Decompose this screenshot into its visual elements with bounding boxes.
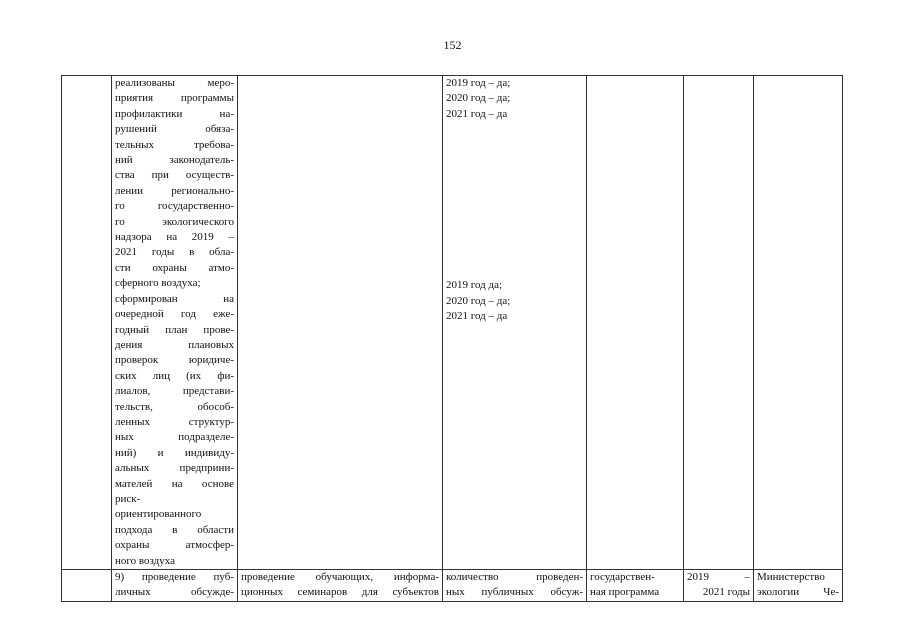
cell-number [62, 570, 112, 602]
text-line: дения плановых [115, 338, 234, 351]
cell-program [587, 76, 684, 570]
text-line: государствен- [590, 571, 655, 583]
text-line: альных предприни- [115, 462, 234, 475]
text-line: лиалов, представи- [115, 385, 234, 398]
text-line: 2021 годы в обла- [115, 246, 234, 259]
indicator-values-1 [446, 76, 583, 122]
indicator-values-2 [446, 278, 583, 324]
text-line: реализованы меро- [115, 77, 234, 89]
cell-measure [112, 570, 238, 602]
text-line: ленных структур- [115, 415, 234, 428]
text-line: проведение обучающих, информа- [241, 571, 439, 583]
text-line: годный план прове- [115, 323, 234, 336]
text-line: 2021 год – да [446, 310, 508, 323]
text-line: ний законодатель- [115, 154, 234, 167]
text-line: 2021 год – да [446, 107, 508, 120]
cell-period [684, 570, 754, 602]
cell-number [62, 76, 112, 570]
text-line: мателей на основе [115, 477, 234, 490]
text-line: сти охраны атмо- [115, 261, 234, 274]
text-line: ских лиц (их фи- [115, 369, 234, 382]
text-line: подхода в области [115, 523, 234, 536]
text-line: 2020 год – да; [446, 92, 511, 105]
cell-indicator [443, 570, 587, 602]
text-line: го экологического [115, 215, 234, 228]
text-line: 2019 год – да; [446, 77, 511, 89]
text-line: сформирован на [115, 292, 234, 305]
document-table [61, 75, 843, 602]
text-line: сферного воздуха; [115, 277, 201, 290]
text-line: охраны атмосфер- [115, 539, 234, 552]
table-row [62, 76, 843, 570]
text-line: количество проведен- [446, 571, 583, 583]
text-line: 2020 год – да; [446, 294, 511, 307]
text-line: ства при осуществ- [115, 169, 234, 182]
text-line: рушений обяза- [115, 123, 234, 136]
text-line: го государственно- [115, 200, 234, 213]
cell-indicator [443, 76, 587, 570]
text-line: надзора на 2019 – [115, 231, 234, 244]
text-line: экологии Че- [757, 586, 839, 599]
cell-period [684, 76, 754, 570]
text-line: 2019 год да; [446, 279, 503, 292]
text-line: ная программа [590, 586, 660, 599]
text-line: тельных требова- [115, 138, 234, 151]
cell-responsible [754, 570, 843, 602]
text-line: ний) и индивиду- [115, 446, 234, 459]
text-line: 2019 – [687, 571, 750, 583]
text-line: ориентированного [115, 508, 202, 521]
text-line: ных публичных обсуж- [446, 586, 583, 599]
cell-activity [238, 570, 443, 602]
text-line: 2021 годы [702, 586, 750, 599]
text-line: очередной год еже- [115, 308, 234, 321]
page-number: 152 [443, 38, 462, 52]
text-line: риск- [115, 492, 141, 505]
text-line: лении регионально- [115, 184, 234, 197]
text-line: ционных семинаров для субъектов [241, 586, 439, 599]
table-row [62, 570, 843, 602]
cell-activity [238, 76, 443, 570]
text-line: тельств, обособ- [115, 400, 234, 413]
text-line: личных обсужде- [115, 586, 234, 599]
text-line: ного воздуха [115, 554, 175, 567]
cell-program [587, 570, 684, 602]
text-line: проверок юридиче- [115, 354, 234, 367]
text-line: 9) проведение пуб- [115, 571, 234, 583]
cell-result-description [112, 76, 238, 570]
text-line: Министерство [757, 571, 825, 583]
text-line: приятия программы [115, 92, 234, 105]
result-text [115, 76, 234, 569]
text-line: ных подразделе- [115, 431, 234, 444]
cell-responsible [754, 76, 843, 570]
text-line: профилактики на- [115, 107, 234, 120]
